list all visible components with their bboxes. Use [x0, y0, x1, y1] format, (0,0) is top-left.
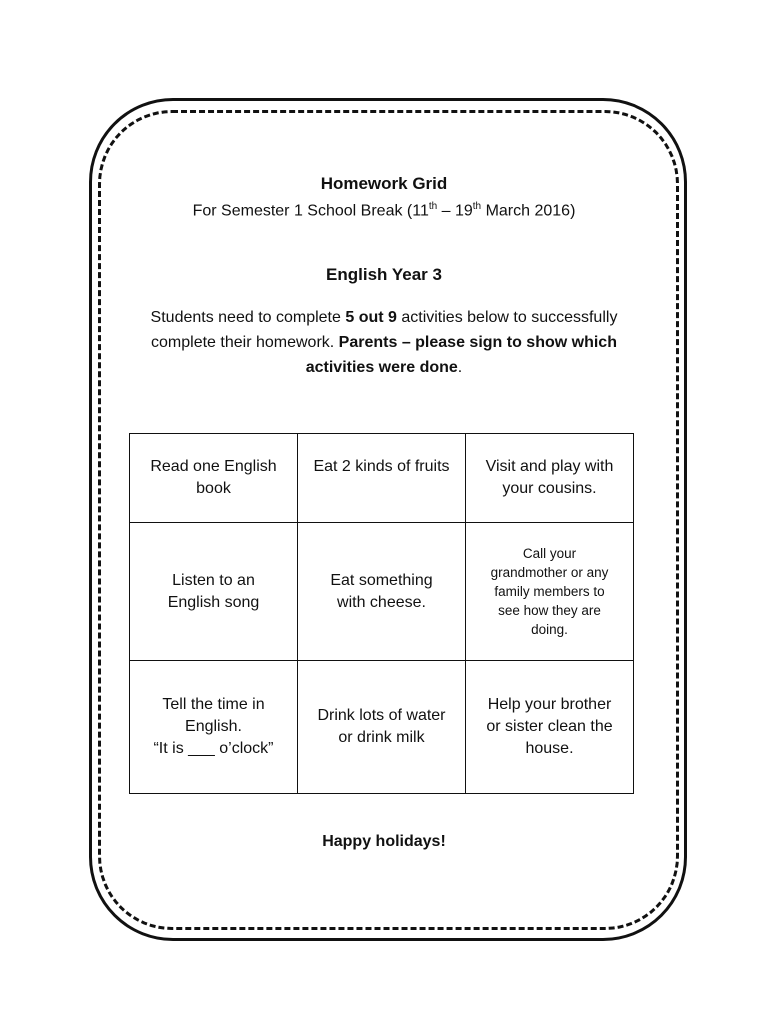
cell-line: doing.	[531, 622, 568, 637]
closing-message: Happy holidays!	[322, 833, 446, 850]
cell-line: book	[196, 480, 231, 497]
intro-bold-count: 5 out 9	[345, 309, 397, 326]
homework-grid	[129, 433, 634, 794]
intro-text-2: activities below to successfully complete their homework.	[151, 309, 618, 351]
activity-cell-eat-fruits	[298, 434, 466, 523]
cell-line: or drink milk	[338, 729, 425, 746]
cell-line: Call your	[522, 546, 577, 561]
class-heading: English Year 3	[326, 265, 442, 284]
cell-line: your cousins.	[502, 480, 597, 497]
cell-line: Listen to an	[172, 571, 255, 589]
cell-line: Eat something	[330, 571, 433, 589]
instructions-paragraph	[140, 305, 628, 380]
intro-text-3: .	[457, 359, 463, 376]
activity-cell-call-grandmother	[466, 523, 634, 661]
cell-line: Tell the time in	[162, 696, 265, 713]
cell-line: Help your brother	[487, 696, 612, 713]
intro-bold-parents: Parents – please sign to show which activities were done	[305, 334, 617, 376]
intro-text-1: Students need to complete	[150, 309, 346, 326]
activity-cell-cheese	[298, 523, 466, 661]
subtitle-suffix: March 2016)	[481, 202, 576, 220]
cell-line: or sister clean the	[486, 718, 613, 735]
cell-line: “It is ___ o’clock”	[153, 740, 274, 757]
cell-line: Visit and play with	[485, 458, 614, 475]
cell-line: see how they are	[498, 603, 601, 618]
grid-row-3	[130, 661, 634, 794]
activity-cell-tell-time	[130, 661, 298, 794]
subtitle-sup-1: th	[428, 201, 438, 212]
cell-line: Drink lots of water	[317, 707, 446, 724]
cell-line: Read one English	[150, 458, 277, 475]
cell-line: English.	[185, 718, 242, 735]
activity-cell-clean-house	[466, 661, 634, 794]
document-subtitle	[0, 201, 768, 220]
grid-row-1	[130, 434, 634, 523]
subtitle-prefix: For Semester 1 School Break (11	[192, 202, 429, 220]
cell-line: English song	[167, 593, 260, 611]
document-title: Homework Grid	[320, 174, 448, 193]
activity-cell-english-song	[130, 523, 298, 661]
cell-line: with cheese.	[337, 593, 426, 611]
activity-cell-drink-water	[298, 661, 466, 794]
cell-line: grandmother or any	[490, 565, 609, 580]
subtitle-sup-2: th	[472, 201, 482, 212]
grid-row-2	[130, 523, 634, 661]
activity-cell-read-book	[130, 434, 298, 523]
cell-line: house.	[525, 740, 574, 757]
subtitle-middle: – 19	[437, 202, 473, 220]
cell-line: Eat 2 kinds of fruits	[313, 458, 450, 475]
cell-line: family members to	[494, 584, 605, 599]
activity-cell-visit-cousins	[466, 434, 634, 523]
